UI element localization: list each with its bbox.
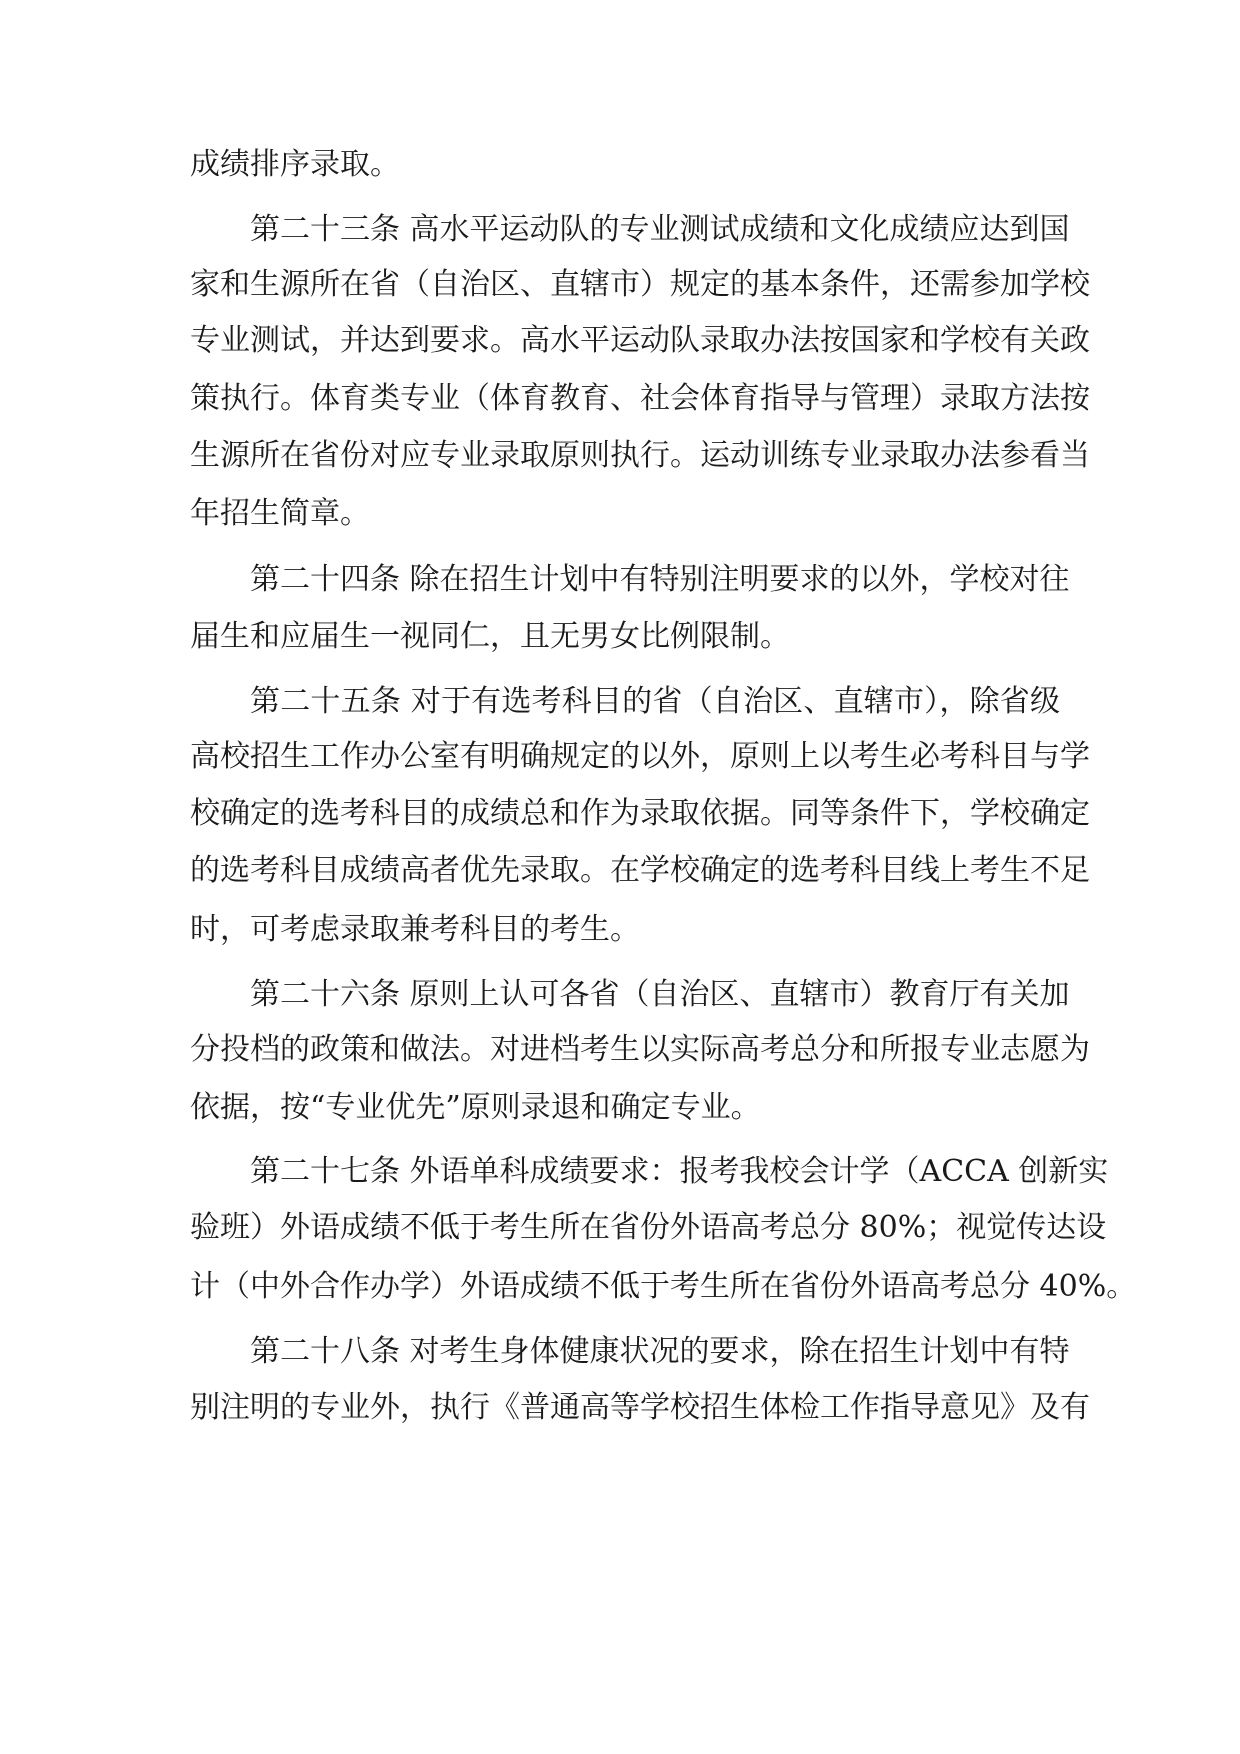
article-28-heading-line: 第二十八条 对考生身体健康状况的要求，除在招生计划中有特 xyxy=(250,1334,1070,1369)
text-line: 生源所在省份对应专业录取原则执行。运动训练专业录取办法参看当 xyxy=(190,438,1090,473)
article-26-heading-line: 第二十六条 原则上认可各省（自治区、直辖市）教育厅有关加 xyxy=(250,977,1070,1012)
text-line: 策执行。体育类专业（体育教育、社会体育指导与管理）录取方法按 xyxy=(190,381,1090,416)
text-line: 届生和应届生一视同仁，且无男女比例限制。 xyxy=(190,619,790,654)
text-line: 的选考科目成绩高者优先录取。在学校确定的选考科目线上考生不足 xyxy=(190,853,1090,888)
text-line: 时，可考虑录取兼考科目的考生。 xyxy=(190,912,640,947)
article-27-heading-line: 第二十七条 外语单科成绩要求：报考我校会计学（ACCA 创新实 xyxy=(250,1154,1109,1189)
text-line: 校确定的选考科目的成绩总和作为录取依据。同等条件下，学校确定 xyxy=(190,796,1090,831)
text-line: 依据，按“专业优先”原则录退和确定专业。 xyxy=(190,1090,761,1125)
text-line: 家和生源所在省（自治区、直辖市）规定的基本条件，还需参加学校 xyxy=(190,267,1090,302)
text-line: 分投档的政策和做法。对进档考生以实际高考总分和所报专业志愿为 xyxy=(190,1032,1090,1067)
article-23-heading-line: 第二十三条 高水平运动队的专业测试成绩和文化成绩应达到国 xyxy=(250,212,1070,247)
text-line: 计（中外合作办学）外语成绩不低于考生所在省份外语高考总分 40%。 xyxy=(190,1269,1137,1304)
article-25-heading-line: 第二十五条 对于有选考科目的省（自治区、直辖市），除省级 xyxy=(250,684,1060,719)
text-line: 年招生简章。 xyxy=(190,496,370,531)
article-24-heading-line: 第二十四条 除在招生计划中有特别注明要求的以外，学校对往 xyxy=(250,562,1070,597)
text-line: 专业测试，并达到要求。高水平运动队录取办法按国家和学校有关政 xyxy=(190,323,1090,358)
text-line: 成绩排序录取。 xyxy=(190,147,400,182)
text-line: 验班）外语成绩不低于考生所在省份外语高考总分 80%；视觉传达设 xyxy=(190,1210,1107,1245)
text-line: 高校招生工作办公室有明确规定的以外，原则上以考生必考科目与学 xyxy=(190,739,1090,774)
text-line: 别注明的专业外，执行《普通高等学校招生体检工作指导意见》及有 xyxy=(190,1390,1090,1425)
